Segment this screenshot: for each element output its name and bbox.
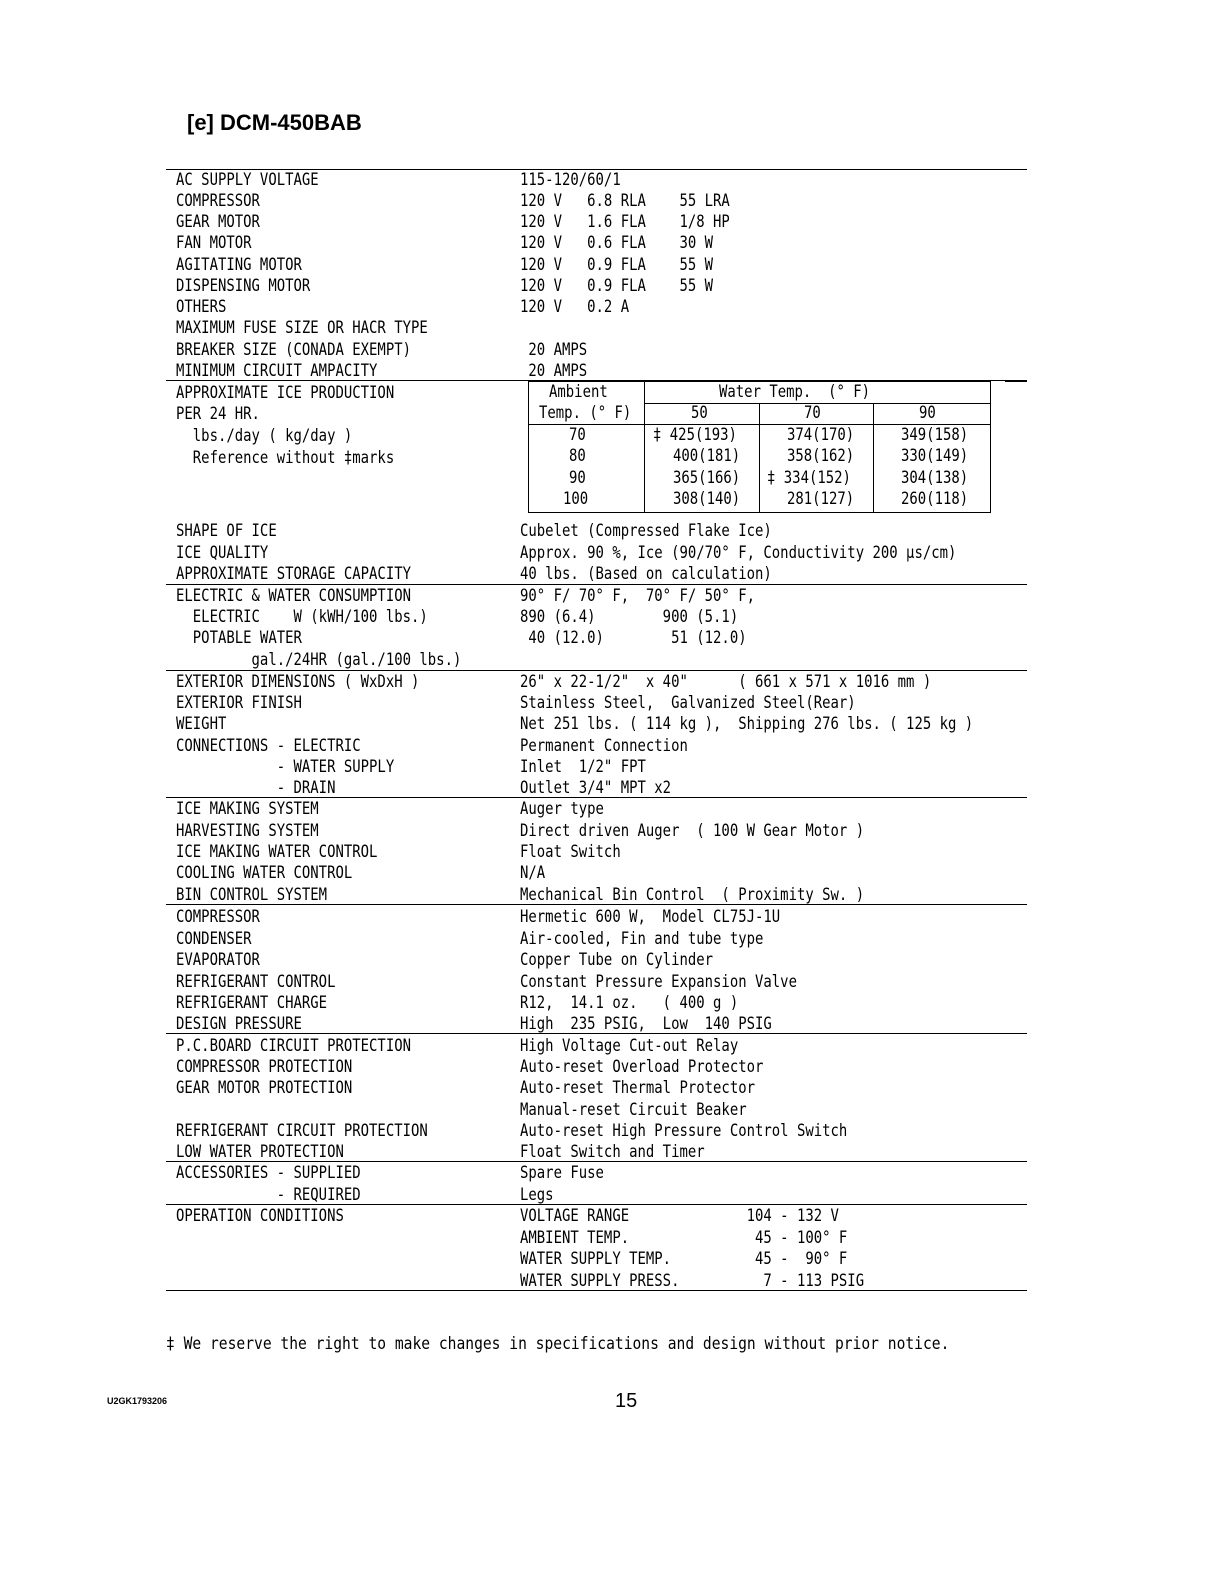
spec-row (166, 542, 1026, 564)
spec-value: 890 (6.4) 900 (5.1) (520, 607, 739, 627)
spec-row (166, 820, 1026, 842)
spec-label: AC SUPPLY VOLTAGE (176, 170, 319, 190)
spec-row (166, 906, 1026, 928)
table-cell: 304(138) (901, 468, 969, 488)
spec-row (166, 862, 1026, 884)
spec-label: CONNECTIONS - ELECTRIC (176, 736, 361, 756)
ambient-header: Ambient (549, 382, 608, 402)
footnote: ‡ We reserve the right to make changes in specifications and design without prior notice. (166, 1334, 950, 1354)
spec-row (166, 1099, 1026, 1121)
spec-value: R12, 14.1 oz. ( 400 g ) (520, 993, 739, 1013)
spec-value: High 235 PSIG, Low 140 PSIG (520, 1014, 772, 1034)
spec-row (166, 949, 1026, 971)
spec-value: Float Switch and Timer (520, 1142, 705, 1162)
spec-row (166, 1227, 1026, 1249)
spec-value: Auto-reset Overload Protector (520, 1057, 764, 1077)
spec-label: APPROXIMATE STORAGE CAPACITY (176, 564, 411, 584)
spec-value: Auto-reset Thermal Protector (520, 1078, 755, 1098)
water-col-header: 90 (919, 403, 936, 423)
table-cell: 358(162) (787, 446, 855, 466)
spec-value: Approx. 90 %, Ice (90/70° F, Conductivity 200 μs/cm) (520, 543, 957, 563)
spec-row (166, 884, 1026, 906)
table-divider (644, 382, 645, 512)
spec-value: 120 V 0.9 FLA 55 W (520, 276, 714, 296)
table-cell: 281(127) (787, 489, 855, 509)
spec-row (166, 992, 1026, 1014)
spec-label: MINIMUM CIRCUIT AMPACITY (176, 361, 378, 381)
spec-value: Net 251 lbs. ( 114 kg ), Shipping 276 lbs. ( 125 kg ) (520, 714, 974, 734)
spec-label: MAXIMUM FUSE SIZE OR HACR TYPE (176, 318, 428, 338)
ambient-value: 90 (569, 468, 586, 488)
table-cell: 374(170) (787, 425, 855, 445)
spec-row (166, 692, 1026, 714)
table-cell: 330(149) (901, 446, 969, 466)
spec-value: 120 V 6.8 RLA 55 LRA (520, 191, 730, 211)
spec-value: Spare Fuse (520, 1163, 604, 1183)
spec-row (166, 1184, 1026, 1206)
spec-value: Float Switch (520, 842, 621, 862)
spec-label: CONDENSER (176, 929, 252, 949)
spec-row (166, 1141, 1026, 1163)
spec-row (166, 360, 1026, 382)
spec-label: REFRIGERANT CONTROL (176, 972, 336, 992)
spec-row (166, 928, 1026, 950)
water-temp-header: Water Temp. (° F) (719, 382, 871, 402)
document-id: U2GK1793206 (107, 1396, 168, 1406)
spec-label: SHAPE OF ICE (176, 521, 277, 541)
spec-label: LOW WATER PROTECTION (176, 1142, 344, 1162)
spec-value: Manual-reset Circuit Beaker (520, 1100, 747, 1120)
spec-value: 26" x 22-1/2" x 40" ( 661 x 571 x 1016 mm ) (520, 672, 932, 692)
spec-value: Hermetic 600 W, Model CL75J-1U (520, 907, 781, 927)
spec-label: EVAPORATOR (176, 950, 260, 970)
spec-row (166, 1248, 1026, 1270)
spec-row (166, 190, 1026, 212)
spec-value: Stainless Steel, Galvanized Steel(Rear) (520, 693, 856, 713)
spec-row (166, 735, 1026, 757)
spec-value: WATER SUPPLY TEMP. 45 - 90° F (520, 1249, 848, 1269)
spec-value: N/A (520, 863, 546, 883)
spec-row (166, 563, 1026, 585)
spec-label: PER 24 HR. (176, 404, 260, 424)
spec-row (166, 169, 1026, 191)
spec-row (166, 971, 1026, 993)
spec-value: Inlet 1/2" FPT (520, 757, 646, 777)
spec-row (166, 1205, 1026, 1227)
spec-label: COOLING WATER CONTROL (176, 863, 353, 883)
spec-label: REFRIGERANT CIRCUIT PROTECTION (176, 1121, 428, 1141)
spec-value: Constant Pressure Expansion Valve (520, 972, 797, 992)
ambient-value: 70 (569, 425, 586, 445)
spec-value: Outlet 3/4" MPT x2 (520, 778, 672, 798)
spec-label: POTABLE WATER (176, 628, 302, 648)
spec-row (166, 713, 1026, 735)
spec-value: 120 V 0.9 FLA 55 W (520, 255, 714, 275)
ice-production-table (528, 381, 991, 513)
spec-value: Cubelet (Compressed Flake Ice) (520, 521, 772, 541)
ambient-value: 80 (569, 446, 586, 466)
spec-value: 40 lbs. (Based on calculation) (520, 564, 772, 584)
spec-label: P.C.BOARD CIRCUIT PROTECTION (176, 1036, 411, 1056)
spec-value: 120 V 1.6 FLA 1/8 HP (520, 212, 730, 232)
spec-label: APPROXIMATE ICE PRODUCTION (176, 383, 395, 403)
spec-label: GEAR MOTOR PROTECTION (176, 1078, 353, 1098)
table-cell: 308(140) (673, 489, 741, 509)
spec-value: 90° F/ 70° F, 70° F/ 50° F, (520, 586, 755, 606)
table-divider (759, 403, 760, 512)
spec-label: BREAKER SIZE (CONADA EXEMPT) (176, 340, 411, 360)
spec-row (166, 1162, 1026, 1184)
spec-row (166, 756, 1026, 778)
spec-row (166, 671, 1026, 693)
spec-value: Mechanical Bin Control ( Proximity Sw. ) (520, 885, 865, 905)
spec-label: REFRIGERANT CHARGE (176, 993, 328, 1013)
spec-row (166, 254, 1026, 276)
spec-value: Air-cooled, Fin and tube type (520, 929, 764, 949)
spec-value: 20 AMPS (520, 340, 588, 360)
page-number: 15 (615, 1390, 638, 1412)
spec-label: EXTERIOR FINISH (176, 693, 302, 713)
spec-label: ICE MAKING SYSTEM (176, 799, 319, 819)
spec-value: 20 AMPS (520, 361, 588, 381)
spec-value: High Voltage Cut-out Relay (520, 1036, 739, 1056)
spec-row (166, 1013, 1026, 1035)
table-cell: 400(181) (673, 446, 741, 466)
spec-row (166, 296, 1026, 318)
spec-value: AMBIENT TEMP. 45 - 100° F (520, 1228, 848, 1248)
spec-label: ELECTRIC W (kWH/100 lbs.) (176, 607, 428, 627)
spec-label: EXTERIOR DIMENSIONS ( WxDxH ) (176, 672, 420, 692)
spec-row (166, 339, 1026, 361)
spec-label: DISPENSING MOTOR (176, 276, 311, 296)
spec-label: gal./24HR (gal./100 lbs.) (176, 650, 462, 670)
spec-value: 120 V 0.6 FLA 30 W (520, 233, 714, 253)
spec-value: 40 (12.0) 51 (12.0) (520, 628, 747, 648)
spec-label: HARVESTING SYSTEM (176, 821, 319, 841)
spec-label: COMPRESSOR (176, 907, 260, 927)
spec-row (166, 1077, 1026, 1099)
spec-label: GEAR MOTOR (176, 212, 260, 232)
spec-label: BIN CONTROL SYSTEM (176, 885, 328, 905)
spec-value: Auger type (520, 799, 604, 819)
spec-row (166, 798, 1026, 820)
spec-value: VOLTAGE RANGE 104 - 132 V (520, 1206, 839, 1226)
spec-label: FAN MOTOR (176, 233, 252, 253)
spec-value: WATER SUPPLY PRESS. 7 - 113 PSIG (520, 1271, 865, 1291)
spec-value: Permanent Connection (520, 736, 688, 756)
ambient-unit: Temp. (° F) (539, 403, 632, 423)
spec-label: ICE MAKING WATER CONTROL (176, 842, 378, 862)
table-cell: 260(118) (901, 489, 969, 509)
water-col-header: 50 (691, 403, 708, 423)
spec-value: Direct driven Auger ( 100 W Gear Motor ) (520, 821, 865, 841)
spec-row (166, 1120, 1026, 1142)
spec-label: COMPRESSOR (176, 191, 260, 211)
spec-label: ELECTRIC & WATER CONSUMPTION (176, 586, 411, 606)
spec-label: AGITATING MOTOR (176, 255, 302, 275)
table-cell: 365(166) (673, 468, 741, 488)
spec-label: OTHERS (176, 297, 227, 317)
spec-label: - REQUIRED (176, 1185, 361, 1205)
table-cell: 349(158) (901, 425, 969, 445)
spec-row (166, 1035, 1026, 1057)
spec-value: Copper Tube on Cylinder (520, 950, 714, 970)
spec-label: - WATER SUPPLY (176, 757, 395, 777)
spec-row (166, 841, 1026, 863)
spec-row (166, 232, 1026, 254)
table-divider (873, 403, 874, 512)
page-title: [e] DCM-450BAB (187, 110, 362, 135)
spec-value: Legs (520, 1185, 554, 1205)
spec-row (166, 777, 1026, 799)
spec-label: WEIGHT (176, 714, 227, 734)
spec-row (166, 211, 1026, 233)
spec-value: 115-120/60/1 (520, 170, 621, 190)
table-cell: ‡ 334(152) (767, 468, 851, 488)
water-col-header: 70 (804, 403, 821, 423)
spec-label: lbs./day ( kg/day ) (176, 426, 353, 446)
spec-value: 120 V 0.2 A (520, 297, 630, 317)
spec-row (166, 649, 1026, 671)
ambient-value: 100 (563, 489, 589, 509)
spec-label: - DRAIN (176, 778, 336, 798)
spec-label: Reference without ‡marks (176, 448, 395, 468)
spec-row (166, 1270, 1026, 1292)
spec-label: COMPRESSOR PROTECTION (176, 1057, 353, 1077)
spec-row (166, 606, 1026, 628)
spec-row (166, 627, 1026, 649)
spec-row (166, 585, 1026, 607)
spec-label: OPERATION CONDITIONS (176, 1206, 344, 1226)
spec-value: Auto-reset High Pressure Control Switch (520, 1121, 848, 1141)
spec-label: ICE QUALITY (176, 543, 269, 563)
spec-row (166, 1056, 1026, 1078)
spec-row (166, 317, 1026, 339)
spec-label: DESIGN PRESSURE (176, 1014, 302, 1034)
spec-label: ACCESSORIES - SUPPLIED (176, 1163, 361, 1183)
table-cell: ‡ 425(193) (653, 425, 737, 445)
spec-row (166, 275, 1026, 297)
spec-row (166, 520, 1026, 542)
